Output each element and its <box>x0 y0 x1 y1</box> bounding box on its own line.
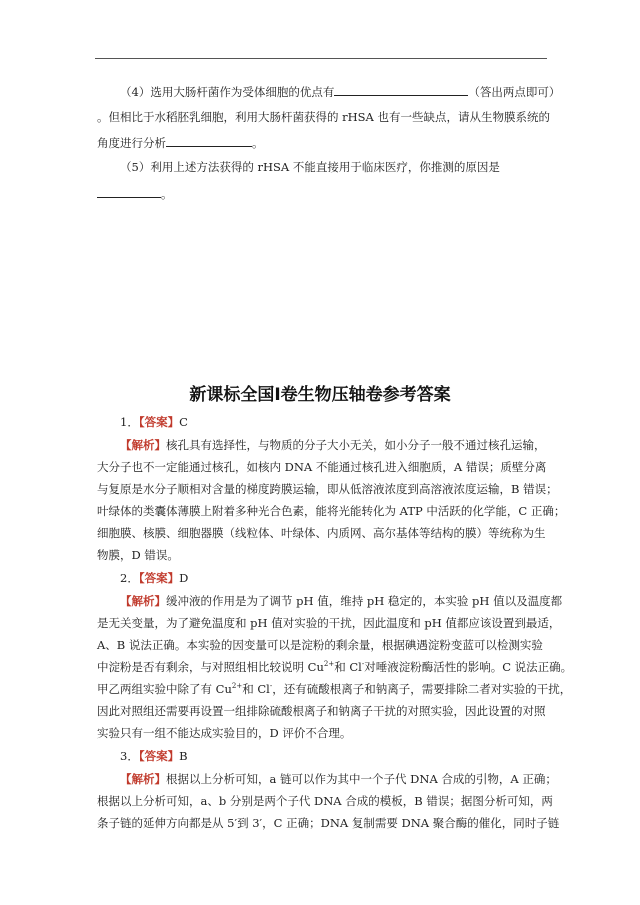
answer-1-analysis-line-6: 物膜，D 错误。 <box>97 548 179 562</box>
answer-2-header: 2．【答案】D <box>120 571 189 585</box>
answer-2-analysis-line-4: 中淀粉是否有剩余，与对照组相比较说明 $Cu^{2+}$和 Cl-对唾液淀粉酶活性的影响。C 说法正确。 <box>97 660 573 674</box>
question-5-line-2: 。 <box>97 186 173 201</box>
answer-2-analysis-line-1: 【解析】缓冲液的作用是为了调节 pH 值，维持 pH 稳定的，本实验 pH 值以及温度都 <box>120 594 563 608</box>
answer-1-analysis-line-2: 大分子也不一定能通过核孔，如核内 DNA 不能通过核孔进入细胞质，A 错误；质壁分离 <box>97 460 547 474</box>
answer-3-analysis-line-2: 根据以上分析可知，a、b 分别是两个子代 DNA 合成的模板，B 错误；据图分析可知，两 <box>97 794 553 808</box>
answer-1-analysis-line-3: 与复原是水分子顺相对含量的梯度跨膜运输，即从低溶液浓度到高溶液浓度运输，B 错误； <box>97 482 558 496</box>
answer-3-analysis-line-1: 【解析】根据以上分析可知，a 链可以作为其中一个子代 DNA 合成的引物，A 正确； <box>120 772 557 786</box>
answer-1-analysis-line-4: 叶绿体的类囊体薄膜上附着多种光合色素，能将光能转化为 ATP 中活跃的化学能，C 正确； <box>97 504 566 518</box>
answer-2-analysis-line-2: 是无关变量，为了避免温度和 pH 值对实验的干扰，因此温度和 pH 值都应该设置到最适， <box>97 616 561 630</box>
answer-2-analysis-line-6: 因此对照组还需要再设置一组排除硫酸根离子和钠离子干扰的对照实验，因此设置的对照 <box>97 704 546 718</box>
question-5-line-1: （5）利用上述方法获得的 rHSA 不能直接用于临床医疗，你推测的原因是 <box>120 160 500 174</box>
question-4-line-3: 角度进行分析 。 <box>97 136 264 150</box>
answer-3-analysis-line-3: 条子链的延伸方向都是从 5′到 3′，C 正确；DNA 复制需要 DNA 聚合酶的催化，同时子链 <box>97 816 560 830</box>
answer-3-header: 3．【答案】B <box>120 749 188 763</box>
answer-2-analysis-line-5: 甲乙两组实验中除了有 $Cu^{2+}$和 Cl-，还有硫酸根离子和钠离子，需要排除二者对实验的干扰， <box>97 682 572 696</box>
answer-blank[interactable] <box>166 135 252 147</box>
answer-1-analysis-line-5: 细胞膜、核膜、细胞器膜（线粒体、叶绿体、内质网、高尔基体等结构的膜）等统称为生 <box>97 526 546 540</box>
answer-1-header: 1．【答案】C <box>120 415 188 429</box>
answer-2-analysis-line-3: A、B 说法正确。本实验的因变量可以是淀粉的剩余量，根据碘遇淀粉变蓝可以检测实验 <box>97 638 543 652</box>
answer-blank[interactable] <box>97 186 161 198</box>
answer-1-analysis-line-1: 【解析】核孔具有选择性，与物质的分子大小无关，如小分子一般不通过核孔运输， <box>120 438 546 452</box>
header-rule <box>95 58 547 59</box>
section-title: 新课标全国I卷生物压轴卷参考答案 <box>189 385 451 405</box>
question-4-line-2: 。但相比于水稻胚乳细胞，利用大肠杆菌获得的 rHSA 也有一些缺点，请从生物膜系统的 <box>97 110 551 124</box>
answer-2-analysis-line-7: 实验只有一组不能达成实验目的，D 评价不合理。 <box>97 726 352 740</box>
question-4-line-1: （4）选用大肠杆菌作为受体细胞的优点有 （答出两点即可） <box>120 85 561 99</box>
answer-blank[interactable] <box>334 84 468 96</box>
